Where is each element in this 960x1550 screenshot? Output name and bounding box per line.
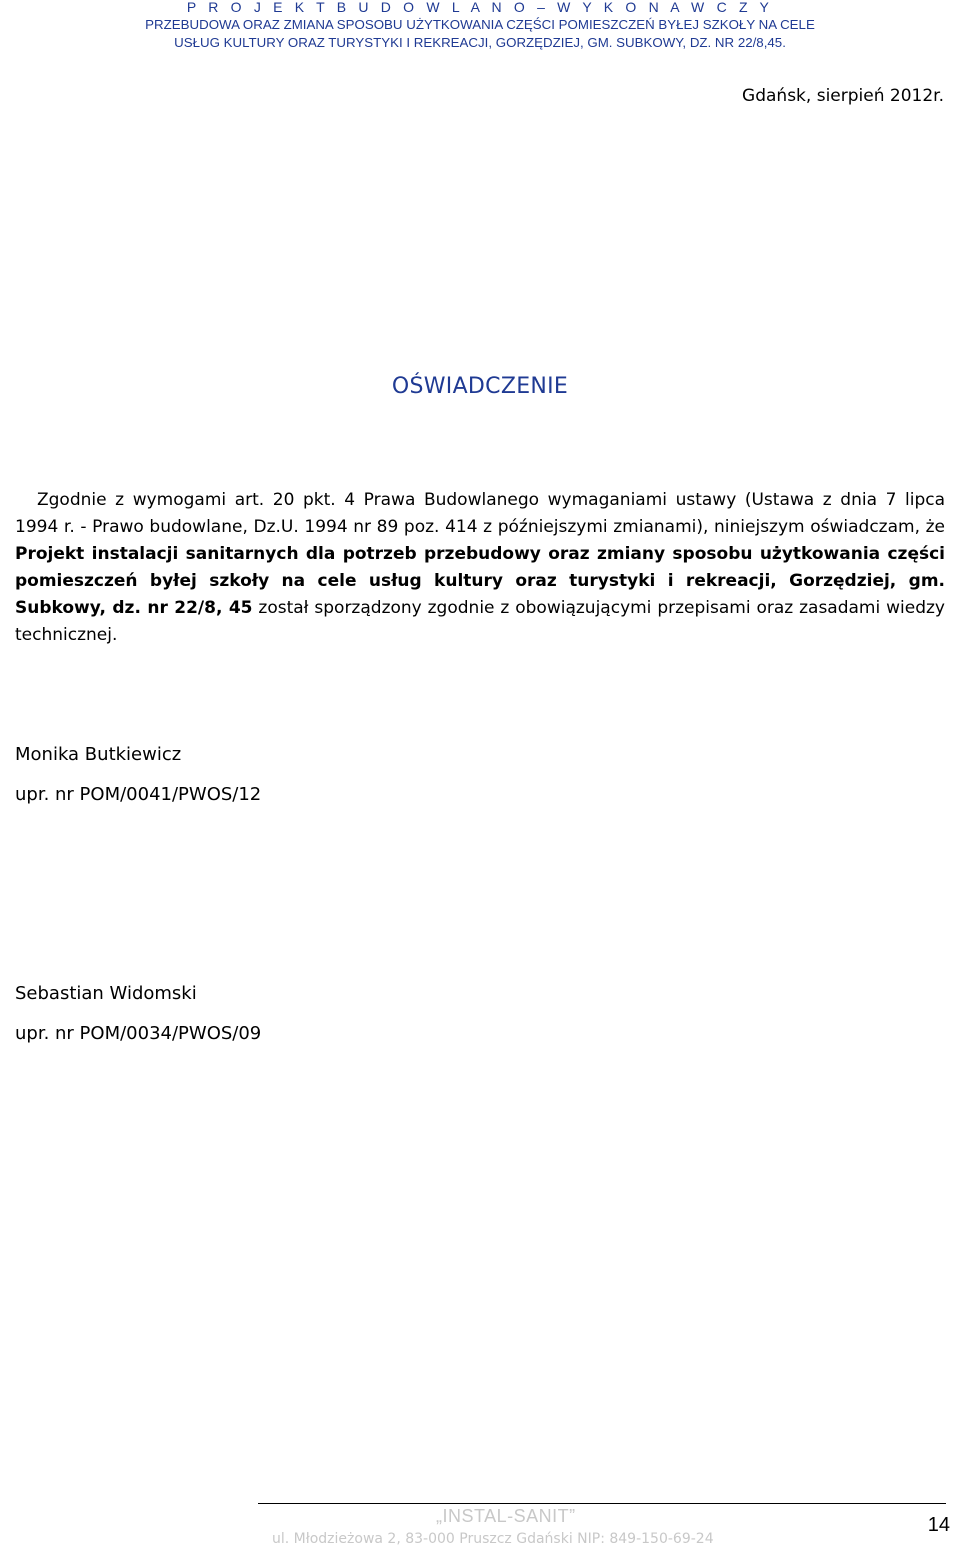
header-project-title-line2: USŁUG KULTURY ORAZ TURYSTYKI I REKREACJI, GORZĘDZIEJ, GM. SUBKOWY, DZ. NR 22/8,45. [174,35,786,50]
page-number: 14 [927,1514,950,1536]
statement-project-name: Projekt instalacji sanitarnych dla potrzeb przebudowy oraz zmiany sposobu użytkowania części pomieszczeń byłej szkoły na cele usług kultury oraz turystyki i rekreacji, Gorzędziej, gm. Subkowy, dz. nr 22/8, 45 [15,544,945,618]
statement-text-part2: został sporządzony zgodnie z obowiązującymi przepisami oraz zasadami wiedzy technicznej. [15,598,945,645]
statement-paragraph [15,487,945,649]
signer-name: Monika Butkiewicz [15,744,182,765]
footer-company-name: „INSTAL-SANIT” [436,1506,576,1526]
header-project-title-line1: PRZEBUDOWA ORAZ ZMIANA SPOSOBU UŻYTKOWANIA CZĘŚCI POMIESZCZEŃ BYŁEJ SZKOŁY NA CELE [145,17,815,32]
signer-block [15,743,261,807]
signer-license: upr. nr POM/0034/PWOS/09 [15,1023,262,1044]
signer-block [15,982,261,1046]
signer-name: Sebastian Widomski [15,983,197,1004]
signer-license: upr. nr POM/0041/PWOS/12 [15,784,262,805]
footer-divider [258,1503,946,1504]
document-title: OŚWIADCZENIE [391,374,569,399]
statement-text-part1: Zgodnie z wymogami art. 20 pkt. 4 Prawa Budowlanego wymaganiami ustawy (Ustawa z dnia 7 lipca 1994 r. - Prawo budowlane, Dz.U. 1994 nr 89 poz. 414 z późniejszymi zmianami), niniejszym oświadczam, że [15,490,945,537]
document-date: Gdańsk, sierpień 2012r. [742,86,944,106]
footer-address: ul. Młodzieżowa 2, 83-000 Pruszcz Gdański NIP: 849-150-69-24 [272,1531,714,1547]
document-header [0,0,960,52]
header-project-type: P R O J E K T B U D O W L A N O – W Y K O N A W C Z Y [186,0,774,15]
